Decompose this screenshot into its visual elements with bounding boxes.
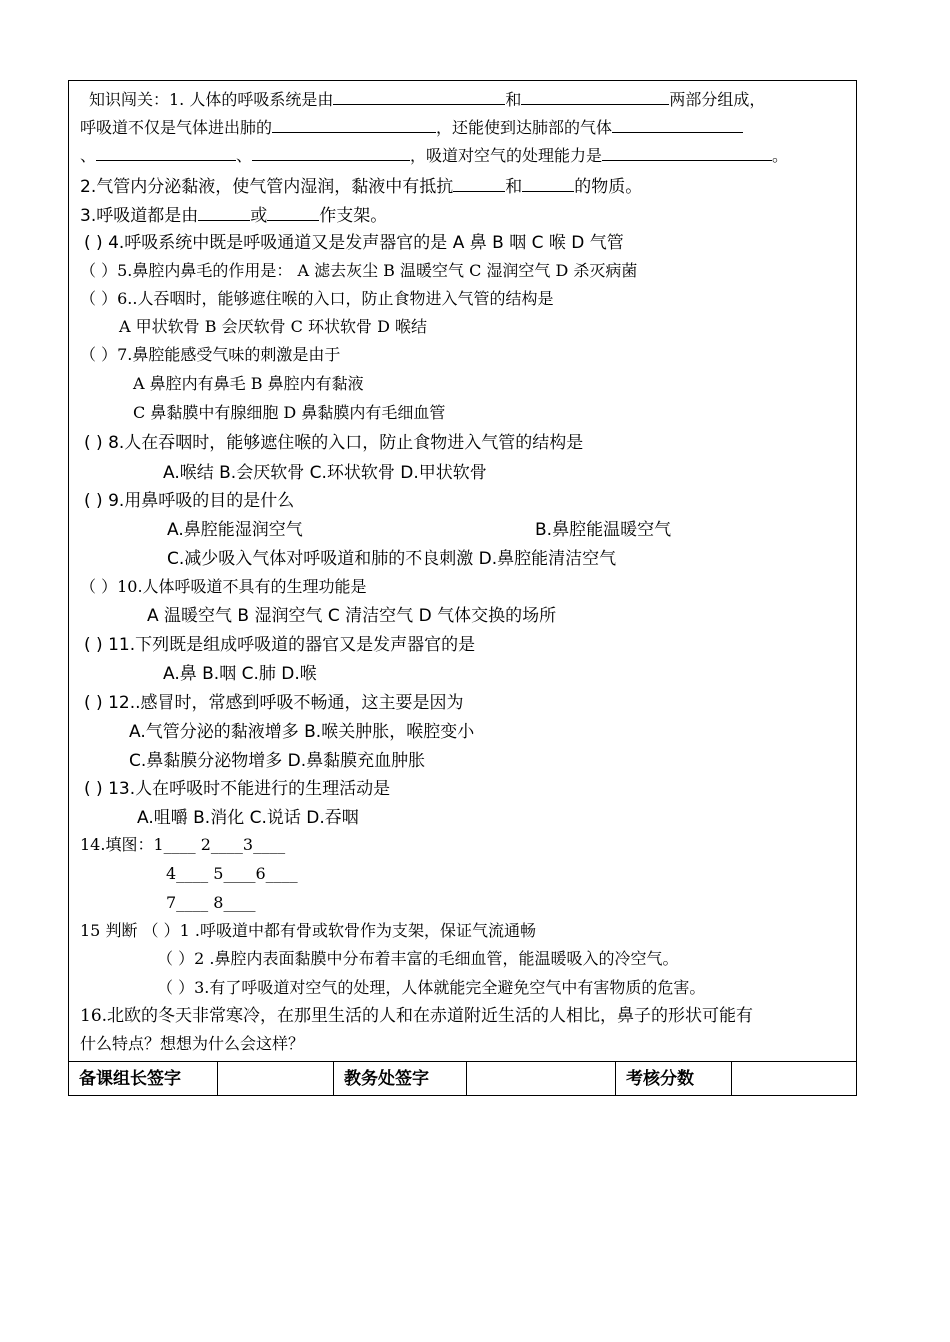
q9-option-b: B.鼻腔能温暖空气 xyxy=(535,520,672,540)
q13-line: ( ) 13.人在呼吸时不能进行的生理活动是 xyxy=(84,779,391,799)
q11-line: ( ) 11.下列既是组成呼吸道的器官又是发声器官的是 xyxy=(84,635,476,655)
answer-blank[interactable] xyxy=(612,116,743,133)
q1-line-2 xyxy=(80,116,743,139)
question-area xyxy=(69,81,856,1061)
q8-line: ( ) 8.人在吞咽时，能够遮住喉的入口，防止食物进入气管的结构是 xyxy=(84,433,584,453)
q1-text-1: 知识闯关：1. 人体的呼吸系统是由 xyxy=(89,90,334,109)
q3-text-1: 3.呼吸道都是由 xyxy=(80,206,199,226)
q1-text-7: 、 xyxy=(236,146,253,165)
q6-options: A 甲状软骨 B 会厌软骨 C 环状软骨 D 喉结 xyxy=(119,317,427,336)
worksheet-frame xyxy=(68,80,857,1096)
q1-line-3 xyxy=(80,144,788,167)
q15-line-2: （ ）2 .鼻腔内表面黏膜中分布着丰富的毛细血管，能温暖吸入的冷空气。 xyxy=(157,949,679,968)
q2-line xyxy=(80,175,642,198)
answer-blank[interactable] xyxy=(96,144,236,161)
q9-options-2: C.减少吸入气体对呼吸道和肺的不良刺激 D.鼻腔能清洁空气 xyxy=(167,549,617,569)
q14-line-2: 4____ 5____6____ xyxy=(166,864,298,883)
q6-line: （ ）6..人吞咽时，能够遮住喉的入口，防止食物进入气管的结构是 xyxy=(80,289,554,308)
q15-line-1: 15 判断 （ ）1 .呼吸道中都有骨或软骨作为支架，保证气流通畅 xyxy=(80,921,536,940)
q3-text-2: 或 xyxy=(250,206,268,226)
q10-options: A 温暖空气 B 湿润空气 C 清洁空气 D 气体交换的场所 xyxy=(147,606,557,626)
answer-blank[interactable] xyxy=(252,144,410,161)
q9-option-a: A.鼻腔能湿润空气 xyxy=(167,520,303,540)
answer-blank[interactable] xyxy=(521,88,669,105)
q7-options-1: A 鼻腔内有鼻毛 B 鼻腔内有黏液 xyxy=(133,374,364,393)
answer-blank[interactable] xyxy=(522,175,574,192)
answer-blank[interactable] xyxy=(272,116,436,133)
q14-line-1: 14.填图：1____ 2____3____ xyxy=(80,835,286,854)
answer-blank[interactable] xyxy=(198,204,250,221)
q16-line-2: 什么特点？想想为什么会这样？ xyxy=(80,1034,305,1053)
q2-text-1: 2.气管内分泌黏液，使气管内湿润，黏液中有抵抗 xyxy=(80,177,454,197)
q4-line: ( ) 4.呼吸系统中既是呼吸通道又是发声器官的是 A 鼻 B 咽 C 喉 D 气管 xyxy=(84,233,624,253)
signature-row xyxy=(69,1061,856,1096)
score-field[interactable] xyxy=(732,1062,856,1096)
answer-blank[interactable] xyxy=(333,88,505,105)
q1-text-2: 和 xyxy=(505,90,522,109)
office-signature-label: 教务处签字 xyxy=(334,1062,467,1096)
q9-line: ( ) 9.用鼻呼吸的目的是什么 xyxy=(84,491,295,511)
q13-options: A.咀嚼 B.消化 C.说话 D.吞咽 xyxy=(137,808,359,828)
q7-line: （ ）7.鼻腔能感受气味的刺激是由于 xyxy=(80,345,341,364)
score-label: 考核分数 xyxy=(616,1062,732,1096)
q12-line: ( ) 12..感冒时，常感到呼吸不畅通，这主要是因为 xyxy=(84,693,464,713)
q1-text-6: 、 xyxy=(80,146,97,165)
q1-line-1 xyxy=(89,88,765,111)
q1-text-5: ，还能使到达肺部的气体 xyxy=(436,118,613,137)
q2-text-2: 和 xyxy=(505,177,523,197)
answer-blank[interactable] xyxy=(453,175,505,192)
q12-options-1: A.气管分泌的黏液增多 B.喉关肿胀，喉腔变小 xyxy=(129,722,475,742)
answer-blank[interactable] xyxy=(267,204,319,221)
q3-line xyxy=(80,204,387,227)
q12-options-2: C.鼻黏膜分泌物增多 D.鼻黏膜充血肿胀 xyxy=(129,751,426,771)
q3-text-3: 作支架。 xyxy=(319,206,388,226)
q1-text-8: ，吸道对空气的处理能力是 xyxy=(410,146,603,165)
q2-text-3: 的物质。 xyxy=(574,177,643,197)
q1-text-3: 两部分组成， xyxy=(669,90,766,109)
q10-line: （ ）10.人体呼吸道不具有的生理功能是 xyxy=(80,577,367,596)
q11-options: A.鼻 B.咽 C.肺 D.喉 xyxy=(163,664,317,684)
office-signature-field[interactable] xyxy=(467,1062,616,1096)
q5-line: （ ）5.鼻腔内鼻毛的作用是： A 滤去灰尘 B 温暖空气 C 湿润空气 D 杀灭病菌 xyxy=(80,261,638,280)
answer-blank[interactable] xyxy=(602,144,772,161)
q16-line-1: 16.北欧的冬天非常寒冷，在那里生活的人和在赤道附近生活的人相比，鼻子的形状可能有 xyxy=(80,1006,754,1026)
q14-line-3: 7____ 8____ xyxy=(166,893,256,912)
leader-signature-label: 备课组长签字 xyxy=(69,1062,218,1096)
q1-text-9: 。 xyxy=(772,146,789,165)
leader-signature-field[interactable] xyxy=(218,1062,334,1096)
q1-text-4: 呼吸道不仅是气体进出肺的 xyxy=(80,118,273,137)
q7-options-2: C 鼻黏膜中有腺细胞 D 鼻黏膜内有毛细血管 xyxy=(133,403,446,422)
q15-line-3: （ ）3.有了呼吸道对空气的处理，人体就能完全避免空气中有害物质的危害。 xyxy=(157,978,706,997)
q8-options: A.喉结 B.会厌软骨 C.环状软骨 D.甲状软骨 xyxy=(163,463,487,483)
